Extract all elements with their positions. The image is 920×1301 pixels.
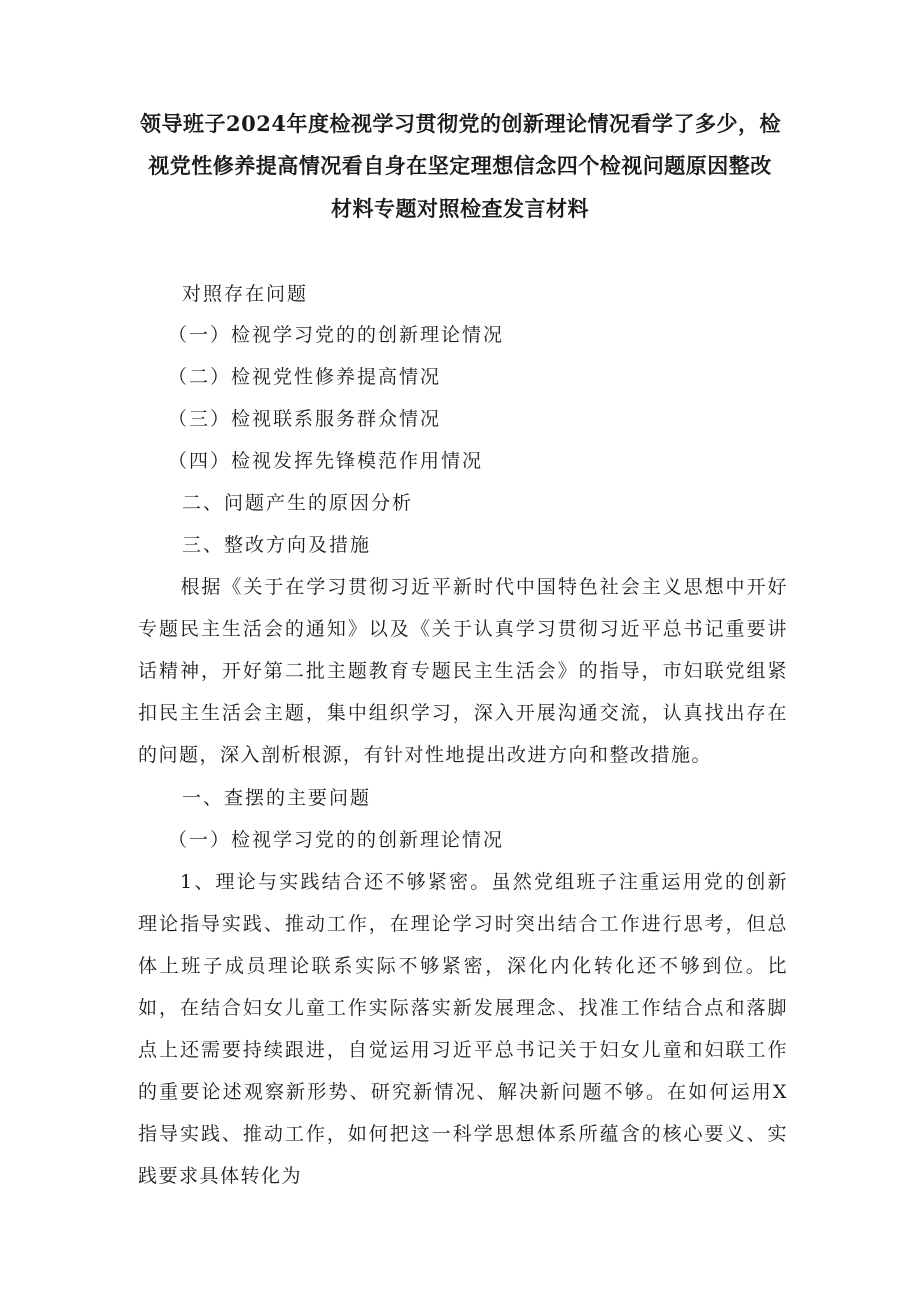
outline-item-2: （二）检视党性修养提高情况 [168,366,442,388]
document-title-line-3: 材料专题对照检查发言材料 [331,196,589,221]
outline-item-3: （三）检视联系服务群众情况 [168,408,442,430]
document-title-line-1: 领导班子2024年度检视学习贯彻党的创新理论情况看学了多少，检 [140,111,781,136]
intro-paragraph-text: 根据《关于在学习贯彻习近平新时代中国特色社会主义思想中开好专题民主生活会的通知》以及《关于认真学习贯彻习近平总书记重要讲话精神，开好第二批主题教育专题民主生活会》的指导，市妇联党组紧扣民主生活会主题，集中组织学习，深入开展沟通交流，认真找出存在的问题，深入剖析根源，有针对性地提出改进方向和整改措施。 [138,576,788,766]
outline-item-1: （一）检视学习党的的创新理论情况 [168,324,505,346]
document-title-line-2: 视党性修养提高情况看自身在坚定理想信念四个检视问题原因整改 [148,153,772,178]
outline-section-3: 三、整改方向及措施 [182,534,372,556]
intro-paragraph [138,566,788,776]
section-1-heading: 一、查摆的主要问题 [182,787,372,809]
subsection-1-heading: （一）检视学习党的的创新理论情况 [168,829,505,851]
outline-heading: 对照存在问题 [182,283,309,305]
outline-section-2: 二、问题产生的原因分析 [182,492,414,514]
point-1-paragraph [138,861,788,1197]
point-1-paragraph-text: 1、理论与实践结合还不够紧密。虽然党组班子注重运用党的创新理论指导实践、推动工作，在理论学习时突出结合工作进行思考，但总体上班子成员理论联系实际不够紧密，深化内化转化还不够到位。比如，在结合妇女儿童工作实际落实新发展理念、找准工作结合点和落脚点上还需要持续跟进，自觉运用习近平总书记关于妇女儿童和妇联工作的重要论述观察新形势、研究新情况、解决新问题不够。在如何运用X指导实践、推动工作，如何把这一科学思想体系所蕴含的核心要义、实践要求具体转化为 [138,871,788,1187]
outline-item-4: （四）检视发挥先锋模范作用情况 [168,450,484,472]
